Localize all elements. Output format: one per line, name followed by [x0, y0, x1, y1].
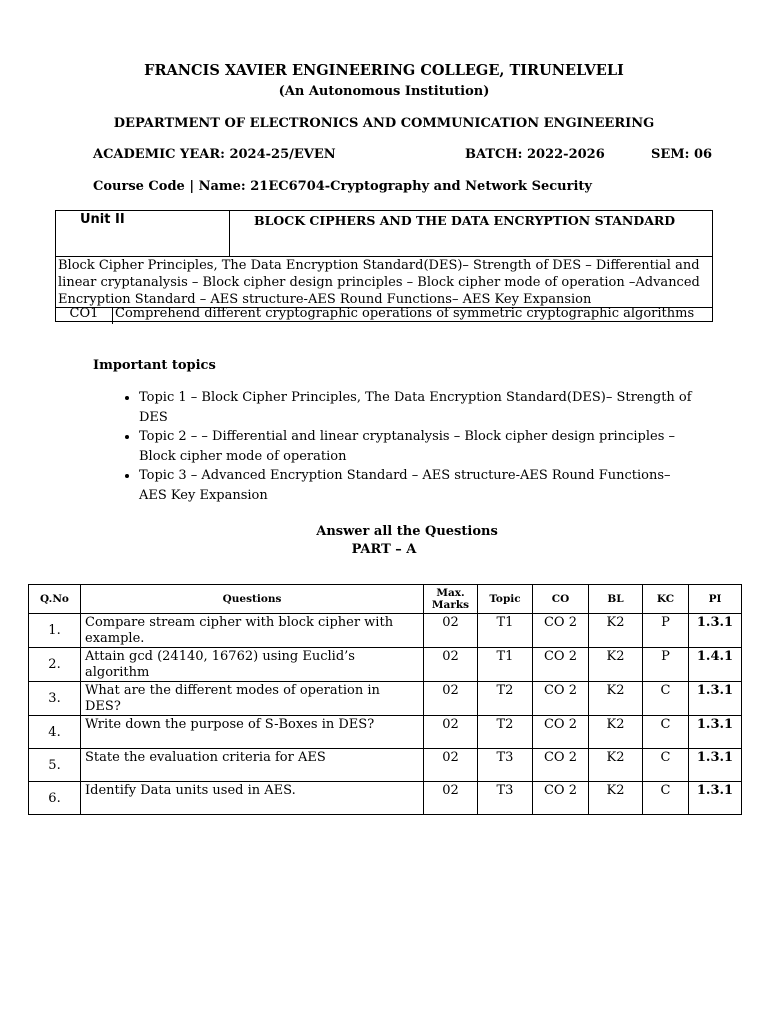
- cell-pi: 1.3.1: [689, 716, 742, 749]
- topics-list: [118, 388, 699, 505]
- header-topic: Topic: [478, 585, 533, 614]
- academic-year: ACADEMIC YEAR: 2024-25/EVEN: [93, 147, 336, 162]
- table-row: [29, 749, 742, 782]
- cell-co: CO 2: [533, 682, 589, 716]
- college-name: FRANCIS XAVIER ENGINEERING COLLEGE, TIRUNELVELI: [144, 62, 624, 79]
- table-row: [29, 716, 742, 749]
- header-marks-line2: Marks: [431, 599, 470, 611]
- unit-box: [55, 210, 713, 322]
- answer-instruction: Answer all the Questions: [316, 524, 498, 539]
- topic-item: • Topic 2 – – Differential and linear cryptanalysis – Block cipher design principles – Block cipher mode of operation: [139, 427, 699, 466]
- header-bl: BL: [589, 585, 643, 614]
- cell-kc: C: [643, 749, 689, 782]
- cell-topic: T2: [478, 716, 533, 749]
- cell-co: CO 2: [533, 782, 589, 815]
- cell-topic: T2: [478, 682, 533, 716]
- cell-question: Compare stream cipher with block cipher with example.: [81, 614, 424, 648]
- cell-co: CO 2: [533, 716, 589, 749]
- cell-bl: K2: [589, 749, 643, 782]
- cell-question: Attain gcd (24140, 16762) using Euclid’s algorithm: [81, 648, 424, 682]
- cell-marks: 02: [424, 782, 478, 815]
- unit-label: Unit II: [80, 212, 125, 227]
- cell-bl: K2: [589, 716, 643, 749]
- cell-marks: 02: [424, 614, 478, 648]
- questions-table: [28, 584, 742, 815]
- topic-item: • Topic 3 – Advanced Encryption Standard – AES structure-AES Round Functions– AES Key Expansion: [139, 466, 699, 505]
- institution-type: (An Autonomous Institution): [278, 84, 490, 99]
- cell-question: Write down the purpose of S-Boxes in DES?: [81, 716, 424, 749]
- cell-marks: 02: [424, 682, 478, 716]
- semester: SEM: 06: [651, 147, 713, 162]
- cell-kc: C: [643, 682, 689, 716]
- cell-bl: K2: [589, 614, 643, 648]
- cell-bl: K2: [589, 648, 643, 682]
- cell-qno: 5.: [29, 749, 81, 782]
- cell-pi: 1.3.1: [689, 614, 742, 648]
- cell-bl: K2: [589, 682, 643, 716]
- part-heading: PART – A: [351, 542, 417, 557]
- cell-kc: P: [643, 648, 689, 682]
- cell-kc: P: [643, 614, 689, 648]
- cell-question: What are the different modes of operation in DES?: [81, 682, 424, 716]
- cell-pi: 1.3.1: [689, 749, 742, 782]
- cell-qno: 2.: [29, 648, 81, 682]
- course-outcome-divider: [112, 308, 113, 324]
- important-topics-title: Important topics: [93, 358, 216, 373]
- table-row: [29, 648, 742, 682]
- unit-title: BLOCK CIPHERS AND THE DATA ENCRYPTION STANDARD: [254, 213, 676, 228]
- header-marks-line1: Max.: [436, 587, 465, 599]
- header-questions: Questions: [81, 585, 424, 614]
- cell-co: CO 2: [533, 614, 589, 648]
- cell-marks: 02: [424, 716, 478, 749]
- cell-qno: 3.: [29, 682, 81, 716]
- course-code-name: Course Code | Name: 21EC6704-Cryptography and Network Security: [93, 179, 592, 194]
- course-outcome-description: Comprehend different cryptographic operations of symmetric cryptographic algorithms: [115, 306, 695, 321]
- table-row: [29, 614, 742, 648]
- header-kc: KC: [643, 585, 689, 614]
- table-row: [29, 682, 742, 716]
- cell-topic: T1: [478, 648, 533, 682]
- cell-topic: T3: [478, 782, 533, 815]
- cell-pi: 1.3.1: [689, 682, 742, 716]
- header-co: CO: [533, 585, 589, 614]
- cell-marks: 02: [424, 648, 478, 682]
- header-pi: PI: [689, 585, 742, 614]
- department-name: DEPARTMENT OF ELECTRONICS AND COMMUNICATION ENGINEERING: [113, 116, 655, 131]
- header-max-marks: [424, 585, 478, 614]
- cell-marks: 02: [424, 749, 478, 782]
- cell-bl: K2: [589, 782, 643, 815]
- cell-topic: T3: [478, 749, 533, 782]
- header-qno: Q.No: [29, 585, 81, 614]
- unit-label-cell: [56, 211, 230, 256]
- course-outcome-code: CO1: [69, 306, 99, 321]
- cell-topic: T1: [478, 614, 533, 648]
- cell-qno: 4.: [29, 716, 81, 749]
- cell-kc: C: [643, 782, 689, 815]
- table-row: [29, 782, 742, 815]
- cell-qno: 6.: [29, 782, 81, 815]
- cell-co: CO 2: [533, 749, 589, 782]
- table-header-row: [29, 585, 742, 614]
- course-outcome-row: [56, 307, 712, 321]
- cell-kc: C: [643, 716, 689, 749]
- topic-item: • Topic 1 – Block Cipher Principles, The Data Encryption Standard(DES)– Strength of DES: [139, 388, 699, 427]
- cell-question: Identify Data units used in AES.: [81, 782, 424, 815]
- cell-qno: 1.: [29, 614, 81, 648]
- cell-question: State the evaluation criteria for AES: [81, 749, 424, 782]
- cell-co: CO 2: [533, 648, 589, 682]
- cell-pi: 1.3.1: [689, 782, 742, 815]
- batch: BATCH: 2022-2026: [465, 147, 605, 162]
- unit-syllabus: Block Cipher Principles, The Data Encryption Standard(DES)– Strength of DES – Differential and linear cryptanalysis – Block cipher design principles – Block cipher mode of operation –Advanced Encryption Standard – AES structure-AES Round Functions– AES Key Expansion: [56, 256, 712, 308]
- cell-pi: 1.4.1: [689, 648, 742, 682]
